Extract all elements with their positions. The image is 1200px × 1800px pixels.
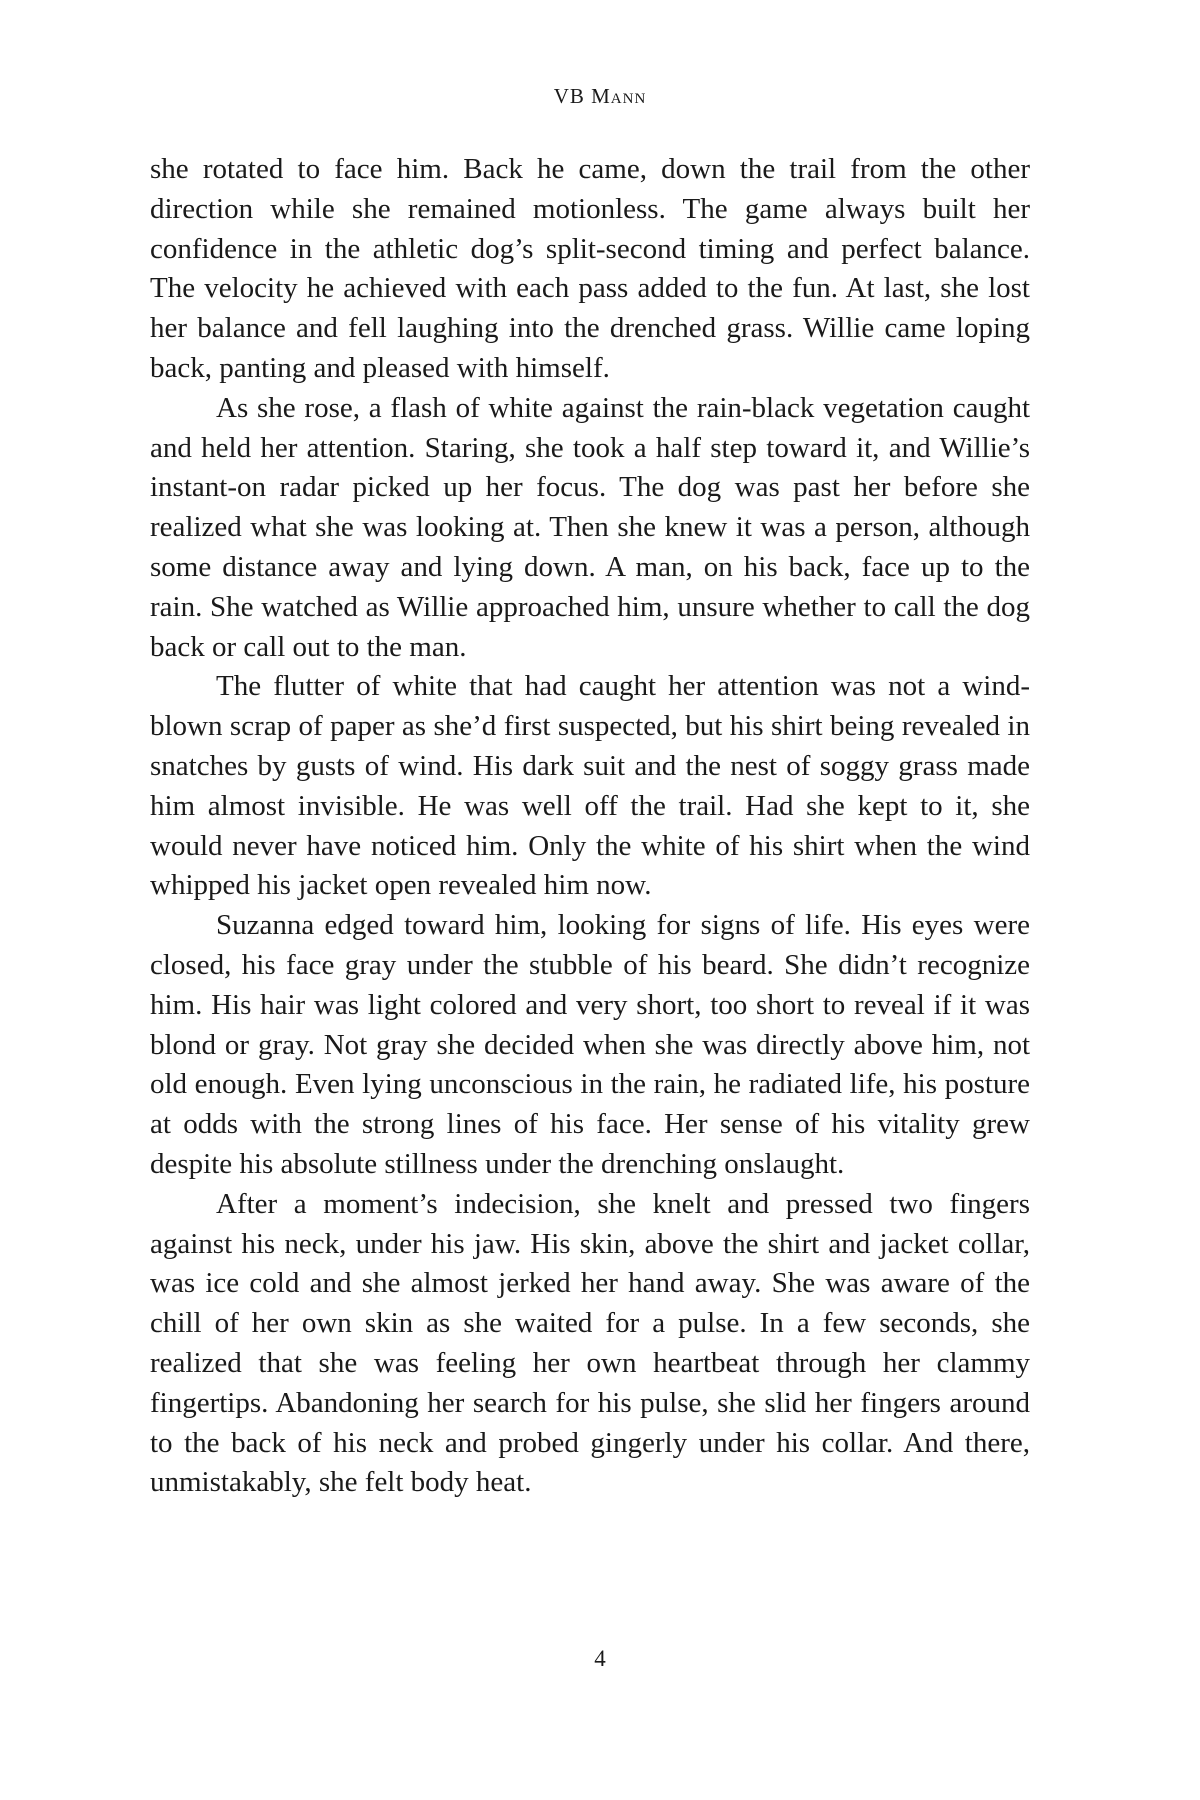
paragraph: she rotated to face him. Back he came, down the trail from the other direction while she remained motionless. The game always built her confidence in the athletic dog’s split-second timing and perfect balance. The velocity he achieved with each pass added to the fun. At last, she lost her balance and fell laughing into the drenched grass. Willie came loping back, panting and pleased with himself.	[150, 153, 1030, 384]
page-number: 4	[594, 1646, 606, 1671]
body-text	[150, 150, 1030, 1503]
paragraph: As she rose, a flash of white against the rain-black vegetation caught and held her attention. Staring, she took a half step toward it, and Willie’s instant-on radar picked up her focus. The dog was past her before she realized what she was looking at. Then she knew it was a person, although some distance away and lying down. A man, on his back, face up to the rain. She watched as Willie approached him, unsure whether to call the dog back or call out to the man.	[150, 391, 1030, 663]
paragraph: The flutter of white that had caught her attention was not a wind-blown scrap of paper as she’d first suspected, but his shirt being revealed in snatches by gusts of wind. His dark suit and the nest of soggy grass made him almost invisible. He was well off the trail. Had she kept to it, she would never have noticed him. Only the white of his shirt when the wind whipped his jacket open revealed him now.	[150, 670, 1030, 902]
paragraph: After a moment’s indecision, she knelt and pressed two fingers against his neck, under his jaw. His skin, above the shirt and jacket collar, was ice cold and she almost jerked her hand away. She was aware of the chill of her own skin as she waited for a pulse. In a few seconds, she realized that she was feeling her own heartbeat through her clammy fingertips. Abandoning her search for his pulse, she slid her fingers around to the back of his neck and probed gingerly under his collar. And there, unmistakably, she felt body heat.	[150, 1187, 1030, 1499]
running-head: VB Mann	[553, 84, 647, 108]
paragraph: Suzanna edged toward him, looking for signs of life. His eyes were closed, his face gray under the stubble of his beard. She didn’t recognize him. His hair was light colored and very short, too short to reveal if it was blond or gray. Not gray she decided when she was directly above him, not old enough. Even lying unconscious in the rain, he radiated life, his posture at odds with the strong lines of his face. Her sense of his vitality grew despite his absolute stillness under the drenching onslaught.	[150, 909, 1030, 1180]
